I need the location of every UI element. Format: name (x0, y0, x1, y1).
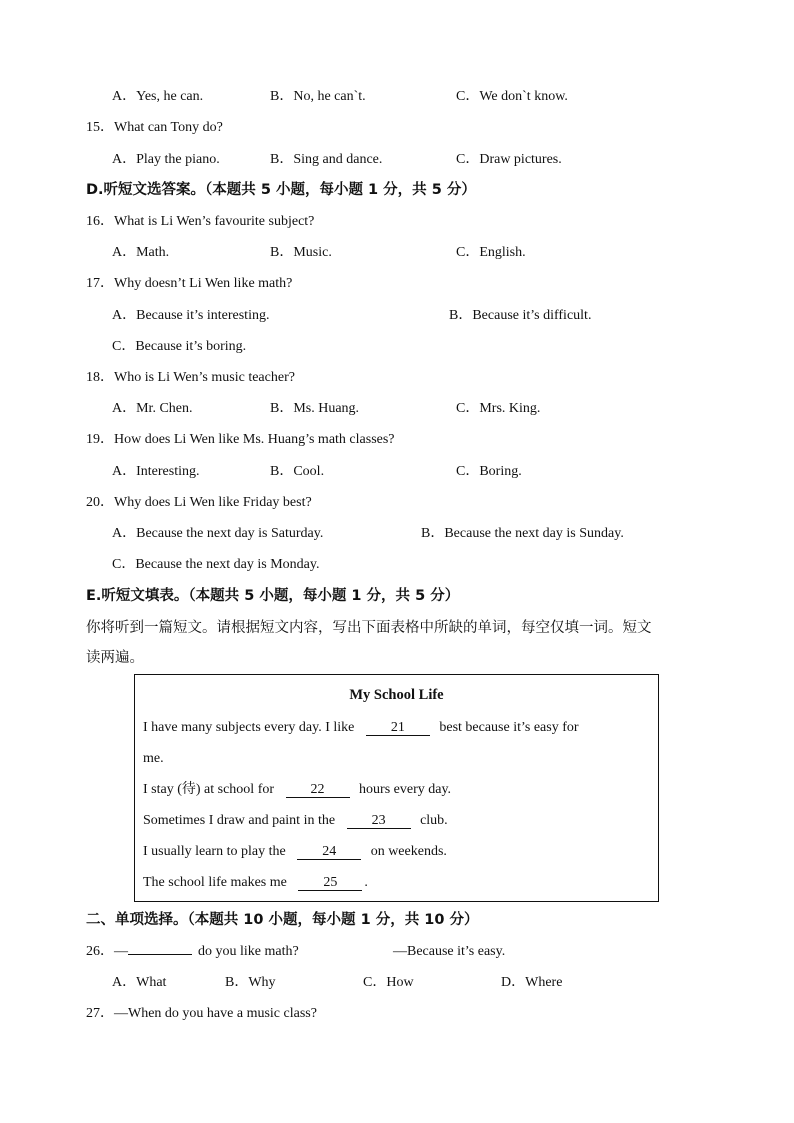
row1-text-before: I have many subjects every day. I like (143, 720, 355, 735)
q20-option-a: A．Because the next day is Saturday. (112, 526, 324, 541)
q14-option-b: B．No, he can`t. (270, 89, 366, 104)
q26-reply: —Because it’s easy. (393, 944, 506, 959)
q15-stem: 15．What can Tony do? (86, 120, 223, 135)
q26-option-b: B．Why (225, 975, 276, 990)
q16-stem: 16．What is Li Wen’s favourite subject? (86, 214, 315, 229)
q19-option-b: B．Cool. (270, 464, 325, 479)
row1-text-after: best because it’s easy for (439, 720, 579, 735)
q18-option-c: C．Mrs. King. (456, 401, 541, 416)
q27-stem: 27．—When do you have a music class? (86, 1006, 317, 1021)
table-row-5 (143, 874, 368, 892)
q26-option-a: A．What (112, 975, 167, 990)
q15-option-b: B．Sing and dance. (270, 152, 383, 167)
q26-option-d: D．Where (501, 975, 563, 990)
table-row-1 (143, 719, 579, 737)
q20-option-c: C．Because the next day is Monday. (112, 557, 320, 572)
blank-21[interactable]: 21 (366, 720, 430, 736)
table-row-4 (143, 843, 447, 861)
q14-option-c: C．We don`t know. (456, 89, 568, 104)
q26-stem-text: do you like math? (198, 944, 299, 959)
q16-option-a: A．Math. (112, 245, 170, 260)
q18-option-a: A．Mr. Chen. (112, 401, 193, 416)
q20-option-b: B．Because the next day is Sunday. (421, 526, 624, 541)
q19-stem: 19．How does Li Wen like Ms. Huang’s math classes? (86, 432, 395, 447)
section-d-title: D.听短文选答案。（本题共 5 小题，每小题 1 分，共 5 分） (86, 182, 476, 198)
row4-text-before: I usually learn to play the (143, 844, 286, 859)
q26-answer-blank[interactable] (128, 954, 192, 955)
table-title: My School Life (349, 687, 444, 703)
section-2-title: 二、单项选择。（本题共 10 小题，每小题 1 分，共 10 分） (86, 912, 479, 928)
blank-25[interactable]: 25 (298, 875, 362, 891)
blank-24[interactable]: 24 (297, 844, 361, 860)
q17-option-a: A．Because it’s interesting. (112, 308, 270, 323)
table-row-2 (143, 781, 451, 799)
blank-23[interactable]: 23 (347, 813, 411, 829)
q15-option-a: A．Play the piano. (112, 152, 220, 167)
table-row-1-continued: me. (143, 751, 164, 766)
q26-stem-number: 26．— (86, 944, 128, 959)
row5-text-after: . (364, 875, 368, 890)
q17-option-b: B．Because it’s difficult. (449, 308, 592, 323)
section-e-instruction-line2: 读两遍。 (86, 650, 144, 666)
school-life-table (134, 674, 659, 902)
q17-option-c: C．Because it’s boring. (112, 339, 247, 354)
q18-stem: 18．Who is Li Wen’s music teacher? (86, 370, 295, 385)
q19-option-a: A．Interesting. (112, 464, 200, 479)
row5-text-before: The school life makes me (143, 875, 287, 890)
row2-text-after: hours every day. (359, 782, 452, 797)
row2-text-before: I stay (待) at school for (143, 782, 275, 797)
section-e-title: E.听短文填表。（本题共 5 小题，每小题 1 分，共 5 分） (86, 588, 460, 604)
q20-stem: 20．Why does Li Wen like Friday best? (86, 495, 312, 510)
row4-text-after: on weekends. (370, 844, 447, 859)
q16-option-c: C．English. (456, 245, 526, 260)
q17-stem: 17．Why doesn’t Li Wen like math? (86, 276, 293, 291)
row3-text-after: club. (420, 813, 448, 828)
q18-option-b: B．Ms. Huang. (270, 401, 360, 416)
q16-option-b: B．Music. (270, 245, 332, 260)
q26-option-c: C．How (363, 975, 414, 990)
section-e-instruction-line1: 你将听到一篇短文。请根据短文内容，写出下面表格中所缺的单词，每空仅填一词。短文 (86, 620, 652, 636)
blank-22[interactable]: 22 (286, 782, 350, 798)
q26-stem (86, 943, 299, 961)
q14-option-a: A．Yes, he can. (112, 89, 204, 104)
table-row-3 (143, 812, 448, 830)
row3-text-before: Sometimes I draw and paint in the (143, 813, 336, 828)
q19-option-c: C．Boring. (456, 464, 522, 479)
q15-option-c: C．Draw pictures. (456, 152, 562, 167)
